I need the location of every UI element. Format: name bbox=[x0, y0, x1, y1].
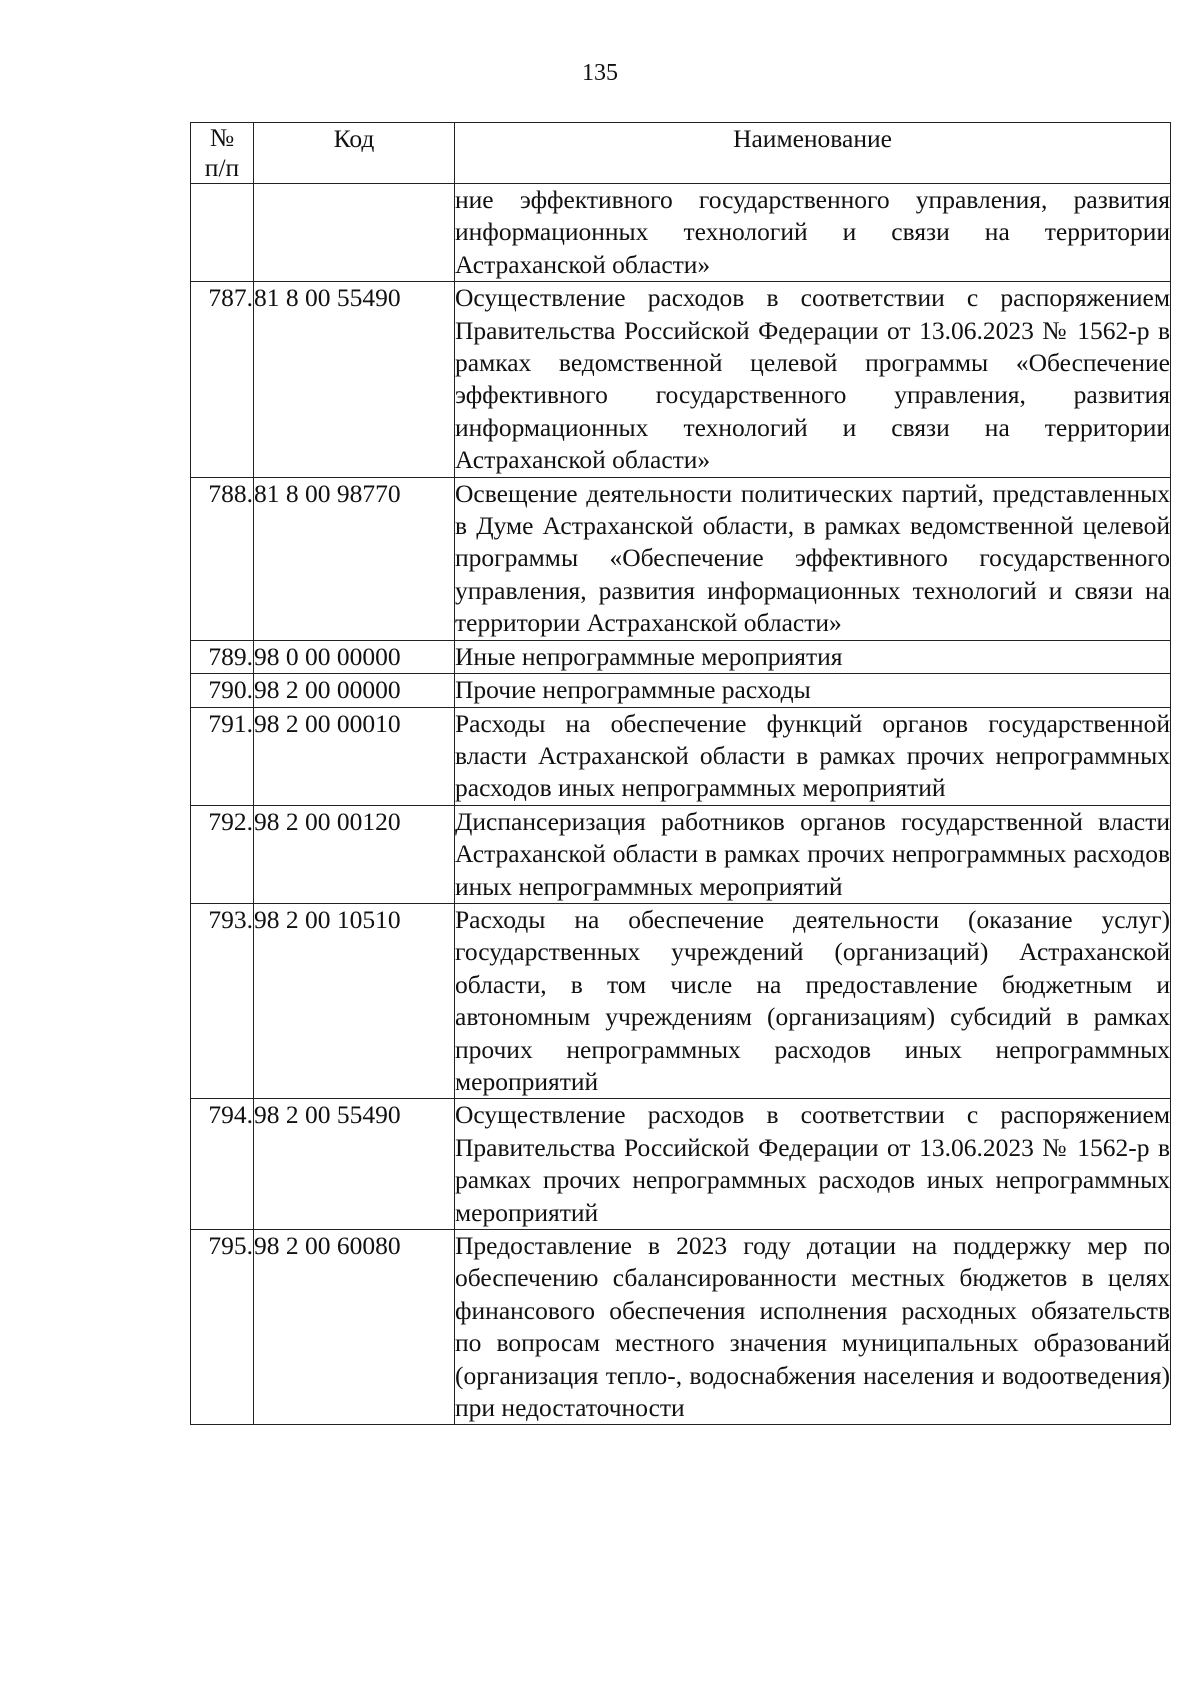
item-name: Иные непрограммные мероприятия bbox=[455, 640, 1171, 673]
budget-code: 98 2 00 00010 bbox=[254, 707, 455, 805]
item-name: Осуществление расходов в соответствии с распоряжением Правительства Российской Федерации от 13.06.2023 № 1562-р в рамках ведомственной целевой программы «Обеспечение эффективного государственного управления, развития информационных технологий и связи на территории Астраханской области» bbox=[455, 282, 1171, 477]
budget-code: 98 2 00 00000 bbox=[254, 674, 455, 707]
column-header-number bbox=[191, 123, 254, 184]
item-name: Прочие непрограммные расходы bbox=[455, 674, 1171, 707]
item-name: ние эффективного государственного управления, развития информационных технологий и связи на территории Астраханской области» bbox=[455, 184, 1171, 282]
item-name: Освещение деятельности политических партий, представленных в Думе Астраханской области, в рамках ведомственной целевой программы «Обеспечение эффективного государственного управления, развития информационных технологий и связи на территории Астраханской области» bbox=[455, 477, 1171, 640]
table-row bbox=[191, 477, 1171, 640]
item-name: Расходы на обеспечение функций органов государственной власти Астраханской области в рамках прочих непрограммных расходов иных непрограммных мероприятий bbox=[455, 707, 1171, 805]
budget-code: 98 2 00 10510 bbox=[254, 903, 455, 1098]
row-number bbox=[191, 184, 254, 282]
budget-code: 81 8 00 98770 bbox=[254, 477, 455, 640]
budget-code: 98 2 00 55490 bbox=[254, 1099, 455, 1230]
row-number: 791. bbox=[191, 707, 254, 805]
item-name: Расходы на обеспечение деятельности (оказание услуг) государственных учреждений (организаций) Астраханской области, в том числе на предоставление бюджетным и автономным учреждениям (организациям) субсидий в рамках прочих непрограммных расходов иных непрограммных мероприятий bbox=[455, 903, 1171, 1098]
column-header-name: Наименование bbox=[455, 123, 1171, 184]
table-row bbox=[191, 1099, 1171, 1230]
table-row bbox=[191, 674, 1171, 707]
budget-code: 98 0 00 00000 bbox=[254, 640, 455, 673]
budget-code-table bbox=[190, 122, 1171, 1425]
row-number: 787. bbox=[191, 282, 254, 477]
item-name: Диспансеризация работников органов государственной власти Астраханской области в рамках прочих непрограммных расходов иных непрограммных мероприятий bbox=[455, 805, 1171, 903]
column-header-code: Код bbox=[254, 123, 455, 184]
row-number: 788. bbox=[191, 477, 254, 640]
table-row bbox=[191, 184, 1171, 282]
row-number: 789. bbox=[191, 640, 254, 673]
row-number: 793. bbox=[191, 903, 254, 1098]
table-row bbox=[191, 903, 1171, 1098]
table-row bbox=[191, 1230, 1171, 1425]
table-row bbox=[191, 640, 1171, 673]
page-number: 135 bbox=[582, 60, 618, 86]
row-number: 790. bbox=[191, 674, 254, 707]
budget-code bbox=[254, 184, 455, 282]
number-abbrev: п/п bbox=[204, 153, 240, 182]
budget-code: 98 2 00 60080 bbox=[254, 1230, 455, 1425]
item-name: Осуществление расходов в соответствии с распоряжением Правительства Российской Федерации от 13.06.2023 № 1562-р в рамках прочих непрограммных расходов иных непрограммных мероприятий bbox=[455, 1099, 1171, 1230]
table-row bbox=[191, 282, 1171, 477]
table-row bbox=[191, 805, 1171, 903]
table-row bbox=[191, 707, 1171, 805]
row-number: 792. bbox=[191, 805, 254, 903]
budget-code: 81 8 00 55490 bbox=[254, 282, 455, 477]
row-number: 794. bbox=[191, 1099, 254, 1230]
budget-code: 98 2 00 00120 bbox=[254, 805, 455, 903]
row-number: 795. bbox=[191, 1230, 254, 1425]
table-header-row bbox=[191, 123, 1171, 184]
item-name: Предоставление в 2023 году дотации на поддержку мер по обеспечению сбалансированности местных бюджетов в целях финансового обеспечения исполнения расходных обязательств по вопросам местного значения муниципальных образований (организация тепло-, водоснабжения населения и водоотведения) при недостаточности bbox=[455, 1230, 1171, 1425]
number-sign: № bbox=[209, 123, 235, 152]
